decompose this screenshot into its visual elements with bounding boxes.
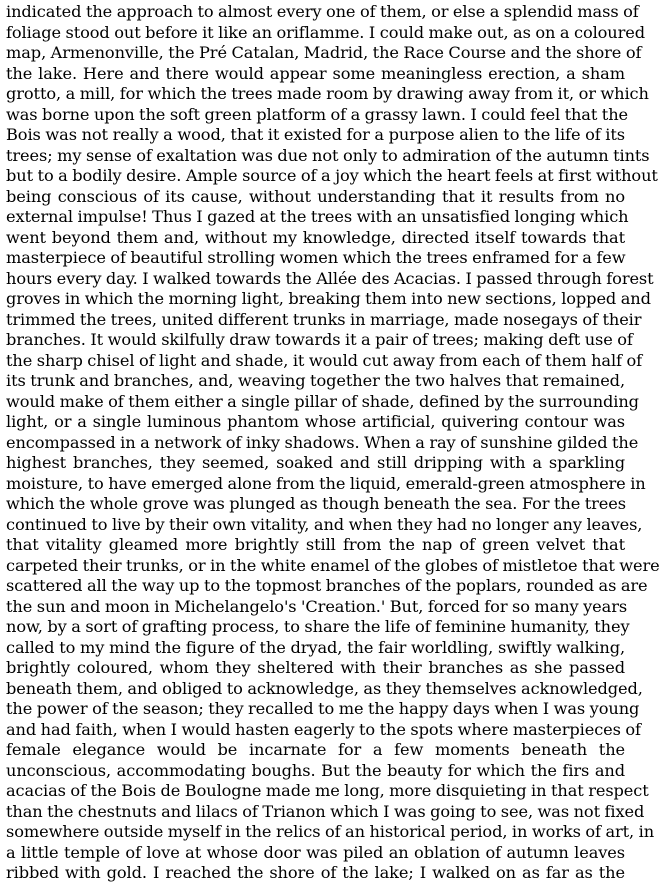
text-line: a little temple of love at whose door was piled an oblation of autumn leaves	[6, 842, 625, 862]
text-line: than the chestnuts and lilacs of Trianon which I was going to see, was not fixed	[6, 801, 645, 821]
text-line: Bois was not really a wood, that it existed for a purpose alien to the life of its	[6, 125, 625, 144]
text-line: grotto, a mill, for which the trees made room by drawing away from it, or which	[6, 84, 649, 103]
text-line: map, Armenonville, the Pré Catalan, Madrid, the Race Course and the shore of	[6, 43, 642, 62]
text-line: the power of the season; they recalled to me the happy days when I was young	[6, 699, 640, 718]
text-line: would make of them either a single pillar of shade, defined by the surrounding	[6, 391, 639, 411]
text-line: encompassed in a network of inky shadows. When a ray of sunshine gilded the	[6, 432, 639, 452]
text-line: but to a bodily desire. Ample source of a joy which the heart feels at first without	[6, 166, 658, 185]
text-line: masterpiece of beautiful strolling women which the trees enframed for a few	[6, 248, 626, 267]
text-line: went beyond them and, without my knowledge, directed itself towards that	[6, 227, 625, 247]
text-line: light, or a single luminous phantom whose artificial, quivering contour was	[6, 412, 625, 431]
text-line: the sharp chisel of light and shade, it would cut away from each of them half of	[6, 350, 643, 370]
text-line: called to my mind the figure of the dryad, the fair worldling, swiftly walking,	[6, 637, 625, 657]
text-line: brightly coloured, whom they sheltered with their branches as she passed	[6, 658, 625, 677]
text-line: trees; my sense of exaltation was due not only to admiration of the autumn tints	[6, 145, 650, 165]
text-line: external impulse! Thus I gazed at the trees with an unsatisfied longing which	[6, 207, 629, 226]
text-line: was borne upon the soft green platform of a grassy lawn. I could feel that the	[6, 104, 629, 124]
text-line: and had faith, when I would hasten eagerly to the spots where masterpieces of	[6, 719, 641, 739]
text-line: foliage stood out before it like an oriflamme. I could make out, as on a coloured	[6, 22, 646, 42]
text-line: trimmed the trees, united different trunks in marriage, made nosegays of their	[6, 309, 642, 329]
body-paragraph	[6, 2, 660, 884]
text-line: groves in which the morning light, breaking them into new sections, lopped and	[6, 289, 651, 308]
text-line: beneath them, and obliged to acknowledge, as they themselves acknowledged,	[6, 678, 643, 698]
text-line: hours every day. I walked towards the Allée des Acacias. I passed through forest	[6, 268, 654, 288]
text-line: ribbed with gold. I reached the shore of the lake; I walked on as far as the	[6, 863, 625, 882]
text-line: female elegance would be incarnate for a few moments beneath the	[6, 740, 625, 759]
text-line: moisture, to have emerged alone from the liquid, emerald-green atmosphere in	[6, 473, 646, 493]
text-line: highest branches, they seemed, soaked and still dripping with a sparkling	[6, 453, 625, 472]
text-line: acacias of the Bois de Boulogne made me long, more disquieting in that respect	[6, 781, 649, 800]
text-line: somewhere outside myself in the relics of an historical period, in works of art, in	[6, 822, 655, 841]
text-line: scattered all the way up to the topmost branches of the poplars, rounded as are	[6, 576, 648, 595]
text-line: which the whole grove was plunged as though beneath the sea. For the trees	[6, 494, 626, 513]
text-line: its trunk and branches, and, weaving together the two halves that remained,	[6, 371, 625, 390]
text-line: indicated the approach to almost every one of them, or else a splendid mass of	[6, 2, 639, 21]
text-line: being conscious of its cause, without understanding that it results from no	[6, 186, 625, 206]
text-line: that vitality gleamed more brightly still from the nap of green velvet that	[6, 535, 625, 554]
text-line: branches. It would skilfully draw towards it a pair of trees; making deft use of	[6, 330, 633, 349]
text-line: unconscious, accommodating boughs. But the beauty for which the firs and	[6, 760, 625, 780]
text-line: carpeted their trunks, or in the white enamel of the globes of mistletoe that were	[6, 555, 660, 575]
text-line: now, by a sort of grafting process, to share the life of feminine humanity, they	[6, 617, 630, 636]
text-line: the sun and moon in Michelangelo's 'Creation.' But, forced for so many years	[6, 596, 628, 616]
text-line: continued to live by their own vitality, and when they had no longer any leaves,	[6, 514, 643, 534]
text-line: the lake. Here and there would appear some meaningless erection, a sham	[6, 63, 625, 83]
